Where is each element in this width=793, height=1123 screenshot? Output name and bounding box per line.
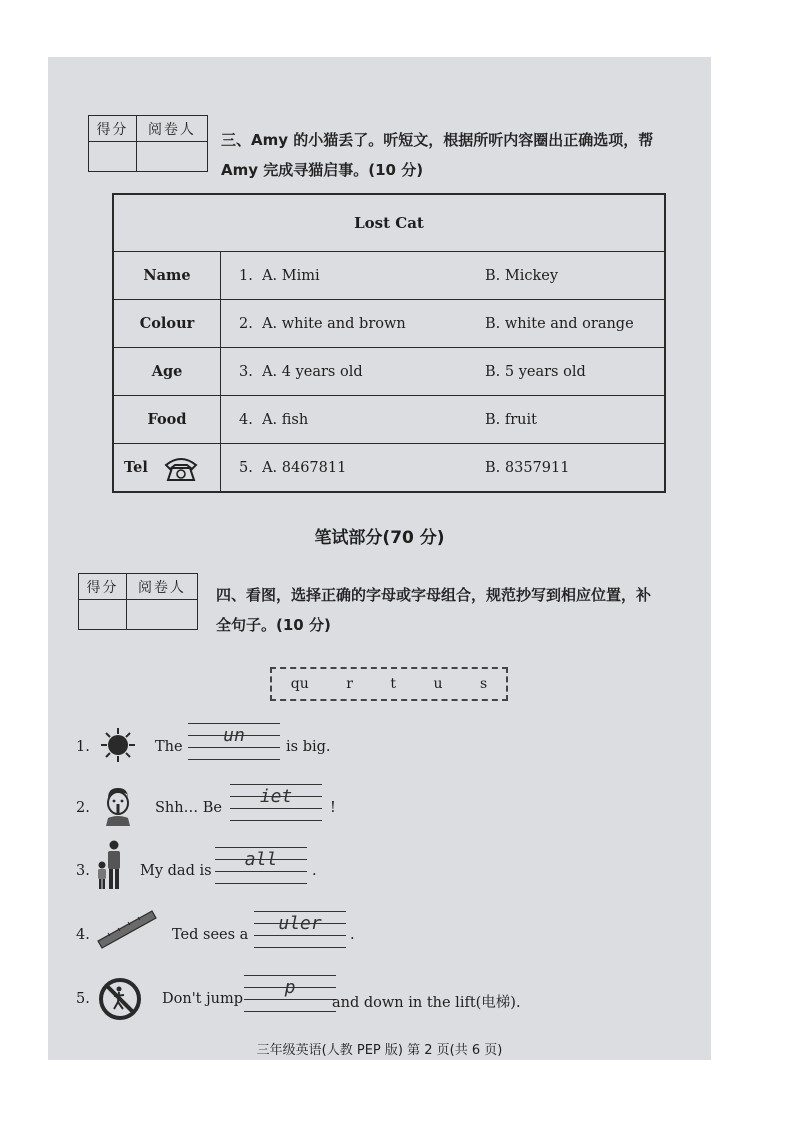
- sentence-start: My dad is: [140, 863, 212, 879]
- grader-cell: [126, 600, 197, 630]
- handwritten-answer: un: [223, 725, 245, 746]
- letter-choice: qu: [290, 676, 309, 692]
- sentence-end: and down in the lift(电梯).: [332, 995, 521, 1011]
- row-options-food: [221, 396, 666, 444]
- option-b[interactable]: B. white and orange: [485, 316, 634, 332]
- handwritten-answer: p: [284, 977, 296, 998]
- exercise-row: [48, 971, 711, 1031]
- exercise-number: 5.: [76, 991, 90, 1007]
- option-b[interactable]: B. Mickey: [485, 268, 559, 284]
- option-a[interactable]: A. Mimi: [262, 267, 320, 284]
- row-label-food: Food: [113, 396, 221, 444]
- score-label: 得分: [79, 574, 127, 600]
- question-number: 2.: [239, 315, 253, 332]
- tel-label: Tel: [124, 458, 148, 476]
- section-3-title-line2: Amy 完成寻猫启事。(10 分): [221, 161, 424, 179]
- row-options-name: [221, 252, 666, 300]
- exercise-row: [48, 843, 711, 903]
- option-a[interactable]: A. 4 years old: [262, 363, 363, 380]
- ruler-icon: [96, 907, 158, 949]
- exercise-number: 1.: [76, 739, 90, 755]
- exam-page: [48, 57, 711, 1060]
- row-options-colour: [221, 300, 666, 348]
- sentence-start: The: [155, 739, 183, 755]
- sentence-start: Shh… Be: [155, 800, 222, 816]
- row-options-age: [221, 348, 666, 396]
- handwritten-answer: iet: [259, 786, 293, 807]
- section-4-title: [216, 580, 651, 640]
- page-footer: 三年级英语(人教 PEP 版) 第 2 页(共 6 页): [256, 1043, 503, 1058]
- question-number: 3.: [239, 363, 253, 380]
- sentence-start: Ted sees a: [172, 927, 249, 943]
- sentence-end: is big.: [286, 739, 331, 755]
- exercise-number: 4.: [76, 927, 90, 943]
- exercise-row: [48, 780, 711, 840]
- option-a[interactable]: A. fish: [262, 411, 309, 428]
- option-a[interactable]: A. 8467811: [262, 459, 347, 476]
- sentence-end: .: [350, 927, 355, 943]
- section-3-title-line1: 三、Amy 的小猫丢了。听短文，根据所听内容圈出正确选项，帮: [221, 131, 654, 149]
- row-options-tel: [221, 444, 666, 493]
- question-number: 5.: [239, 459, 253, 476]
- letter-choice: t: [390, 676, 397, 692]
- lost-cat-table: [112, 193, 666, 493]
- letter-choice: s: [480, 676, 488, 692]
- letter-choice: u: [433, 676, 443, 692]
- sentence-end: .: [312, 863, 317, 879]
- section-4-title-line2: 全句子。(10 分): [216, 616, 331, 634]
- option-b[interactable]: B. fruit: [485, 412, 537, 428]
- handwritten-answer: all: [244, 849, 278, 870]
- exercise-number: 2.: [76, 800, 90, 816]
- score-box: [88, 115, 208, 172]
- letter-choices-box: [270, 667, 508, 701]
- score-box: [78, 573, 198, 630]
- sentence-start: Don't jump: [162, 991, 243, 1007]
- handwritten-answer: uler: [278, 913, 322, 934]
- sun-icon: [100, 727, 136, 763]
- grader-cell: [136, 142, 207, 172]
- option-b[interactable]: B. 5 years old: [485, 364, 586, 380]
- option-a[interactable]: A. white and brown: [262, 315, 406, 332]
- score-cell: [89, 142, 137, 172]
- letter-choice: r: [346, 676, 353, 692]
- shh-boy-icon: [100, 784, 136, 826]
- row-label-tel: [113, 444, 221, 493]
- row-label-name: Name: [113, 252, 221, 300]
- option-b[interactable]: B. 8357911: [485, 460, 570, 476]
- exercise-row: [48, 719, 711, 779]
- row-label-colour: Colour: [113, 300, 221, 348]
- sentence-end: !: [330, 800, 336, 816]
- section-3-title: [221, 125, 653, 185]
- section-4-title-line1: 四、看图，选择正确的字母或字母组合，规范抄写到相应位置，补: [216, 586, 652, 604]
- row-label-age: Age: [113, 348, 221, 396]
- telephone-icon: [163, 453, 199, 483]
- written-part-title: 笔试部分(70 分): [314, 528, 445, 548]
- score-cell: [79, 600, 127, 630]
- question-number: 4.: [239, 411, 253, 428]
- father-child-icon: [96, 839, 126, 891]
- lost-cat-heading: Lost Cat: [113, 194, 665, 252]
- exercise-row: [48, 907, 711, 967]
- grader-label: 阅卷人: [136, 116, 207, 142]
- question-number: 1.: [239, 267, 253, 284]
- score-label: 得分: [89, 116, 137, 142]
- grader-label: 阅卷人: [126, 574, 197, 600]
- no-jumping-icon: [98, 977, 142, 1021]
- exercise-number: 3.: [76, 863, 90, 879]
